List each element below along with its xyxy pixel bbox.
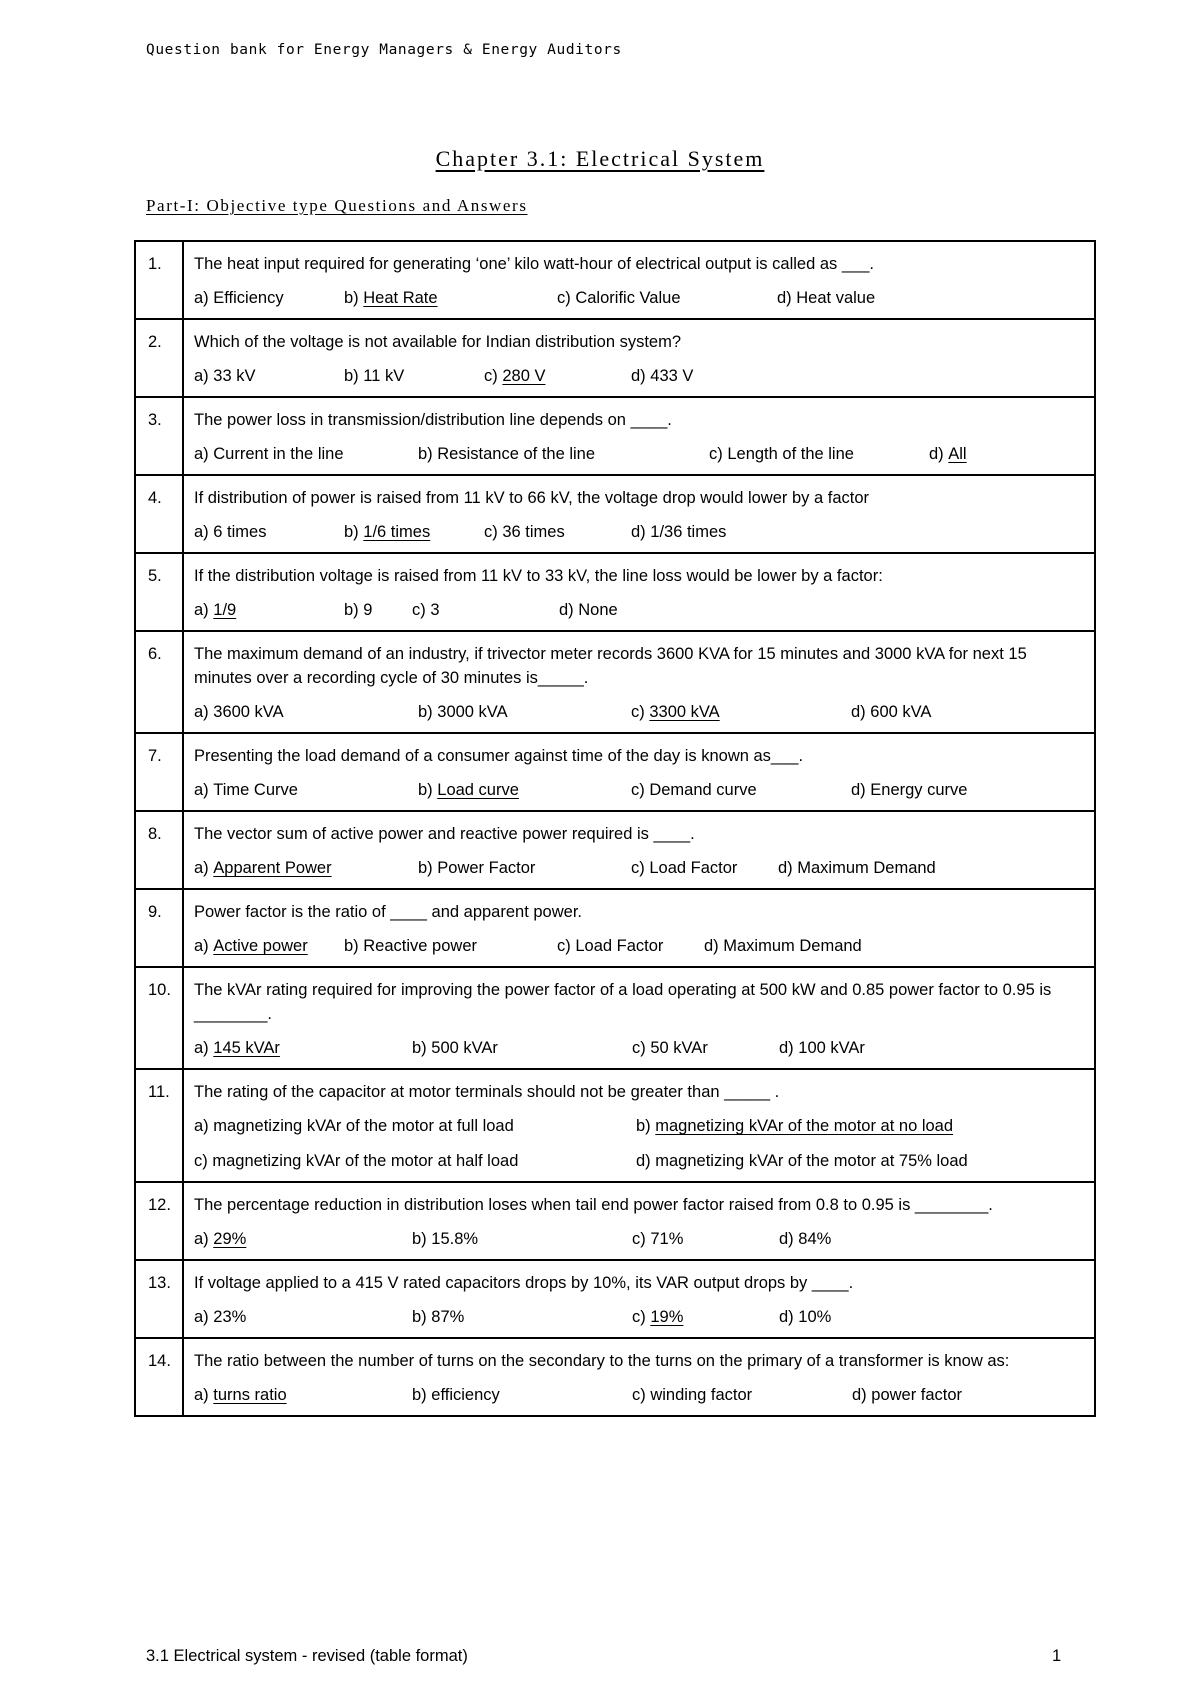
question-text: The power loss in transmission/distribution line depends on ____. — [194, 411, 672, 429]
question-number: 13. — [135, 1260, 183, 1338]
question-row — [135, 397, 1095, 475]
options-line — [194, 286, 1084, 310]
option-letter: d) — [559, 601, 579, 619]
chapter-title: Chapter 3.1: Electrical System — [435, 146, 765, 171]
answer-option — [631, 520, 811, 544]
option-text: 36 times — [502, 523, 565, 541]
answer-option — [194, 520, 344, 544]
option-letter: d) — [779, 1308, 799, 1326]
correct-answer-text: 3300 kVA — [649, 703, 720, 721]
options-line — [194, 856, 1084, 880]
correct-answer-text: Apparent Power — [213, 859, 332, 877]
answer-option — [194, 700, 418, 724]
question-body — [183, 1260, 1095, 1338]
correct-answer-text: 19% — [650, 1308, 684, 1326]
option-letter: c) — [632, 1230, 651, 1248]
question-table — [134, 240, 1096, 1417]
option-letter: d) — [779, 1230, 799, 1248]
option-letter: c) — [484, 523, 503, 541]
options-line — [194, 1383, 1084, 1407]
question-body — [183, 811, 1095, 889]
option-letter: b) — [344, 289, 364, 307]
option-text: Resistance of the line — [437, 445, 596, 463]
options-line — [194, 364, 1084, 388]
option-letter: d) — [779, 1039, 799, 1057]
options-line — [194, 1227, 1084, 1251]
option-text: Load Factor — [649, 859, 738, 877]
answer-option — [412, 1383, 632, 1407]
option-text: None — [578, 601, 618, 619]
option-letter: c) — [194, 1152, 213, 1170]
answer-option — [779, 1227, 929, 1251]
options-line — [194, 1114, 1084, 1138]
options-line — [194, 442, 1084, 466]
option-letter: d) — [851, 703, 871, 721]
answer-option — [194, 286, 344, 310]
answer-option — [484, 364, 631, 388]
option-text: Heat value — [796, 289, 876, 307]
question-text: If voltage applied to a 415 V rated capacitors drops by 10%, its VAR output drops by ____. — [194, 1274, 854, 1292]
option-text: Current in the line — [213, 445, 344, 463]
question-row — [135, 1338, 1095, 1416]
answer-option — [632, 1227, 779, 1251]
answer-option — [631, 700, 851, 724]
question-body — [183, 967, 1095, 1069]
option-text: magnetizing kVAr of the motor at half load — [212, 1152, 519, 1170]
correct-answer-text: Heat Rate — [363, 289, 438, 307]
answer-option — [194, 364, 344, 388]
option-text: Time Curve — [213, 781, 298, 799]
option-letter: a) — [194, 1039, 214, 1057]
option-letter: d) — [631, 523, 651, 541]
question-table-body — [135, 241, 1095, 1416]
option-letter: c) — [557, 289, 576, 307]
option-text: 15.8% — [431, 1230, 479, 1248]
question-body — [183, 553, 1095, 631]
option-text: 433 V — [650, 367, 694, 385]
question-number: 11. — [135, 1069, 183, 1182]
question-number: 14. — [135, 1338, 183, 1416]
option-letter: b) — [344, 367, 364, 385]
option-letter: b) — [344, 937, 364, 955]
answer-option — [704, 934, 924, 958]
option-letter: a) — [194, 781, 214, 799]
question-text: Which of the voltage is not available for Indian distribution system? — [194, 333, 682, 351]
answer-option — [194, 856, 418, 880]
option-letter: a) — [194, 937, 214, 955]
option-text: 84% — [798, 1230, 832, 1248]
question-row — [135, 631, 1095, 733]
question-body — [183, 733, 1095, 811]
question-number: 1. — [135, 241, 183, 319]
option-letter: a) — [194, 601, 214, 619]
answer-option — [194, 598, 344, 622]
option-letter: b) — [344, 523, 364, 541]
running-header: Question bank for Energy Managers & Energy Auditors — [146, 42, 622, 58]
option-text: Power Factor — [437, 859, 536, 877]
option-text: 3600 kVA — [213, 703, 284, 721]
option-text: Energy curve — [870, 781, 968, 799]
answer-option — [557, 934, 704, 958]
options-line — [194, 1305, 1084, 1329]
question-number: 5. — [135, 553, 183, 631]
option-letter: d) — [631, 367, 651, 385]
option-letter: b) — [412, 1386, 432, 1404]
option-letter: d) — [777, 289, 797, 307]
answer-option — [194, 1114, 636, 1138]
question-body — [183, 1182, 1095, 1260]
option-letter: c) — [632, 1386, 651, 1404]
option-letter: a) — [194, 367, 214, 385]
question-body — [183, 397, 1095, 475]
answer-option — [418, 856, 631, 880]
question-text: Presenting the load demand of a consumer against time of the day is known as___. — [194, 747, 804, 765]
answer-option — [194, 934, 344, 958]
answer-option — [631, 856, 778, 880]
question-body — [183, 1069, 1095, 1182]
question-number: 10. — [135, 967, 183, 1069]
option-text: Calorific Value — [575, 289, 681, 307]
footer-document-name: 3.1 Electrical system - revised (table format) — [146, 1647, 468, 1665]
option-letter: b) — [412, 1039, 432, 1057]
options-line — [194, 598, 1084, 622]
option-text: Maximum Demand — [797, 859, 936, 877]
question-number: 9. — [135, 889, 183, 967]
answer-option — [344, 286, 557, 310]
question-number: 8. — [135, 811, 183, 889]
answer-option — [194, 442, 418, 466]
answer-option — [779, 1036, 929, 1060]
option-letter: a) — [194, 1386, 214, 1404]
answer-option — [632, 1036, 779, 1060]
option-text: 50 kVAr — [650, 1039, 708, 1057]
question-row — [135, 1260, 1095, 1338]
question-number: 2. — [135, 319, 183, 397]
option-letter: c) — [632, 1308, 651, 1326]
answer-option — [412, 598, 559, 622]
option-letter: a) — [194, 1308, 214, 1326]
option-letter: c) — [412, 601, 431, 619]
option-letter: b) — [418, 445, 438, 463]
answer-option — [194, 1036, 412, 1060]
option-text: Efficiency — [213, 289, 284, 307]
question-number: 12. — [135, 1182, 183, 1260]
question-text: The kVAr rating required for improving the power factor of a load operating at 500 kW and 0.85 power factor to 0.95 is ________. — [194, 981, 1052, 1023]
question-body — [183, 1338, 1095, 1416]
question-row — [135, 475, 1095, 553]
answer-option — [709, 442, 929, 466]
option-text: Maximum Demand — [723, 937, 862, 955]
option-text: 87% — [431, 1308, 465, 1326]
options-line — [194, 1036, 1084, 1060]
option-letter: c) — [632, 1039, 651, 1057]
answer-option — [194, 1149, 636, 1173]
option-letter: c) — [709, 445, 728, 463]
answer-option — [631, 778, 851, 802]
question-text: The maximum demand of an industry, if trivector meter records 3600 KVA for 15 minutes and 3000 kVA for next 15 minutes over a recording cycle of 30 minutes is_____. — [194, 645, 1027, 687]
option-letter: a) — [194, 859, 214, 877]
option-text: 6 times — [213, 523, 267, 541]
option-text: magnetizing kVAr of the motor at 75% load — [655, 1152, 968, 1170]
option-letter: d) — [851, 781, 871, 799]
question-row — [135, 553, 1095, 631]
option-text: Load Factor — [575, 937, 664, 955]
answer-option — [344, 598, 412, 622]
option-letter: d) — [929, 445, 949, 463]
question-number: 6. — [135, 631, 183, 733]
option-letter: d) — [704, 937, 724, 955]
option-text: 23% — [213, 1308, 247, 1326]
question-row — [135, 1182, 1095, 1260]
option-letter: b) — [412, 1308, 432, 1326]
answer-option — [851, 700, 1051, 724]
answer-option — [779, 1305, 929, 1329]
question-body — [183, 631, 1095, 733]
option-letter: c) — [631, 859, 650, 877]
options-line — [194, 778, 1084, 802]
answer-option — [412, 1227, 632, 1251]
answer-option — [632, 1383, 852, 1407]
option-letter: c) — [631, 781, 650, 799]
options-line — [194, 1149, 1084, 1173]
question-text: The rating of the capacitor at motor terminals should not be greater than _____ . — [194, 1083, 780, 1101]
question-text: The percentage reduction in distribution loses when tail end power factor raised from 0.8 to 0.95 is ________. — [194, 1196, 993, 1214]
question-row — [135, 241, 1095, 319]
question-row — [135, 811, 1095, 889]
answer-option — [559, 598, 709, 622]
option-letter: a) — [194, 703, 214, 721]
correct-answer-text: 1/9 — [213, 601, 237, 619]
answer-option — [777, 286, 977, 310]
option-text: 3 — [430, 601, 440, 619]
question-text: Power factor is the ratio of ____ and apparent power. — [194, 903, 582, 921]
option-letter: a) — [194, 1230, 214, 1248]
option-text: Length of the line — [727, 445, 854, 463]
answer-option — [632, 1305, 779, 1329]
option-letter: c) — [484, 367, 503, 385]
correct-answer-text: All — [948, 445, 967, 463]
option-letter: c) — [557, 937, 576, 955]
answer-option — [412, 1305, 632, 1329]
answer-option — [484, 520, 631, 544]
option-text: winding factor — [650, 1386, 753, 1404]
question-number: 4. — [135, 475, 183, 553]
answer-option — [344, 364, 484, 388]
option-letter: a) — [194, 1117, 214, 1135]
option-letter: a) — [194, 523, 214, 541]
option-text: 3000 kVA — [437, 703, 508, 721]
option-text: 600 kVA — [870, 703, 932, 721]
option-text: Demand curve — [649, 781, 757, 799]
option-letter: b) — [344, 601, 364, 619]
answer-option — [636, 1149, 1056, 1173]
question-row — [135, 889, 1095, 967]
option-letter: a) — [194, 445, 214, 463]
question-row — [135, 319, 1095, 397]
question-text: If the distribution voltage is raised from 11 kV to 33 kV, the line loss would be lower by a factor: — [194, 567, 883, 585]
option-letter: b) — [412, 1230, 432, 1248]
option-text: 33 kV — [213, 367, 256, 385]
option-text: 9 — [363, 601, 373, 619]
question-body — [183, 475, 1095, 553]
option-text: 71% — [650, 1230, 684, 1248]
question-text: The ratio between the number of turns on the secondary to the turns on the primary of a transformer is know as: — [194, 1352, 1010, 1370]
correct-answer-text: turns ratio — [213, 1386, 287, 1404]
answer-option — [194, 1227, 412, 1251]
answer-option — [636, 1114, 1056, 1138]
correct-answer-text: 1/6 times — [363, 523, 431, 541]
answer-option — [412, 1036, 632, 1060]
answer-option — [344, 520, 484, 544]
answer-option — [418, 442, 709, 466]
option-text: 100 kVAr — [798, 1039, 865, 1057]
question-body — [183, 319, 1095, 397]
correct-answer-text: 280 V — [502, 367, 546, 385]
answer-option — [852, 1383, 1002, 1407]
option-text: magnetizing kVAr of the motor at full load — [213, 1117, 514, 1135]
options-line — [194, 520, 1084, 544]
option-letter: b) — [636, 1117, 656, 1135]
part-title: Part-I: Objective type Questions and Answers — [146, 196, 528, 215]
question-text: The vector sum of active power and reactive power required is ____. — [194, 825, 695, 843]
answer-option — [194, 1305, 412, 1329]
options-line — [194, 700, 1084, 724]
option-text: 1/36 times — [650, 523, 727, 541]
question-number: 7. — [135, 733, 183, 811]
answer-option — [344, 934, 557, 958]
answer-option — [418, 778, 631, 802]
answer-option — [418, 700, 631, 724]
correct-answer-text: Active power — [213, 937, 308, 955]
option-text: 10% — [798, 1308, 832, 1326]
question-body — [183, 889, 1095, 967]
option-letter: b) — [418, 703, 438, 721]
option-text: efficiency — [431, 1386, 500, 1404]
footer-page-number: 1 — [1052, 1647, 1062, 1665]
question-body — [183, 241, 1095, 319]
question-text: If distribution of power is raised from 11 kV to 66 kV, the voltage drop would lower by a factor — [194, 489, 870, 507]
option-text: 500 kVAr — [431, 1039, 498, 1057]
answer-option — [851, 778, 1051, 802]
correct-answer-text: Load curve — [437, 781, 519, 799]
question-row — [135, 967, 1095, 1069]
answer-option — [778, 856, 998, 880]
option-letter: b) — [418, 781, 438, 799]
option-letter: c) — [631, 703, 650, 721]
correct-answer-text: 29% — [213, 1230, 247, 1248]
option-text: 11 kV — [363, 367, 405, 385]
answer-option — [194, 1383, 412, 1407]
options-line — [194, 934, 1084, 958]
option-letter: a) — [194, 289, 214, 307]
answer-option — [631, 364, 781, 388]
answer-option — [194, 778, 418, 802]
option-text: power factor — [871, 1386, 963, 1404]
question-row — [135, 1069, 1095, 1182]
option-letter: d) — [778, 859, 798, 877]
question-row — [135, 733, 1095, 811]
option-letter: d) — [636, 1152, 656, 1170]
option-text: Reactive power — [363, 937, 477, 955]
answer-option — [557, 286, 777, 310]
option-letter: d) — [852, 1386, 872, 1404]
correct-answer-text: 145 kVAr — [213, 1039, 280, 1057]
answer-option — [929, 442, 1029, 466]
question-number: 3. — [135, 397, 183, 475]
question-text: The heat input required for generating ‘one’ kilo watt-hour of electrical output is called as ___. — [194, 255, 874, 273]
option-letter: b) — [418, 859, 438, 877]
correct-answer-text: magnetizing kVAr of the motor at no load — [655, 1117, 954, 1135]
